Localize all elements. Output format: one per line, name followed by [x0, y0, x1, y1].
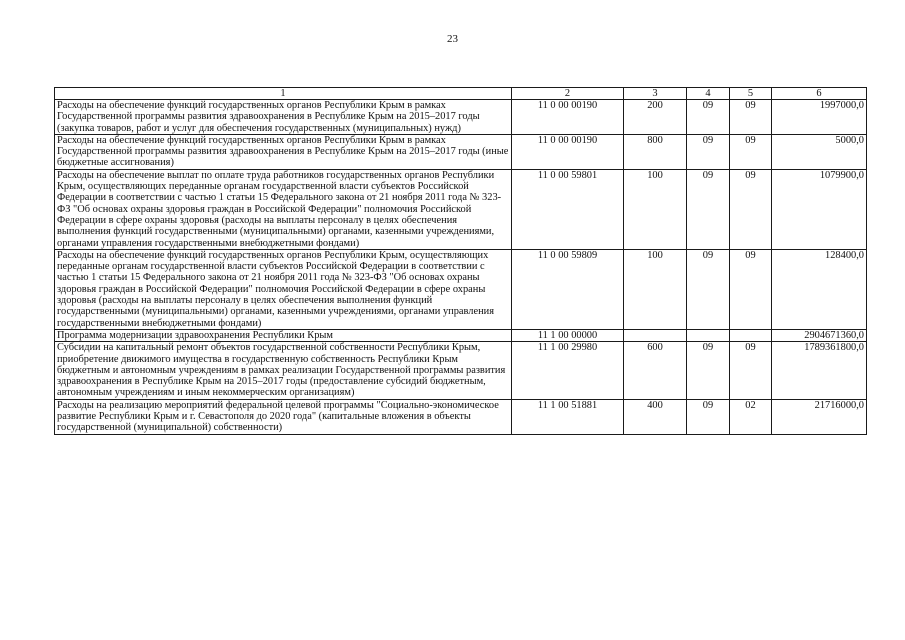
row-classification-code: 11 0 00 00190: [512, 134, 624, 169]
row-subsection: 09: [730, 169, 772, 249]
table-row: [55, 134, 867, 169]
table-body: [55, 100, 867, 435]
row-expense-type: 400: [624, 399, 687, 434]
row-expense-type: 800: [624, 134, 687, 169]
table-row: [55, 249, 867, 329]
page-number: 23: [447, 33, 458, 45]
row-subsection: [730, 329, 772, 341]
row-expense-type: 200: [624, 100, 687, 135]
row-description: Расходы на обеспечение функций государственных органов Республики Крым в рамках Государственной программы развития здравоохранения в Республике Крым на 2015–2017 годы (иные бюджетные ассигнования): [55, 134, 512, 169]
row-expense-type: 100: [624, 249, 687, 329]
row-section: 09: [687, 342, 730, 399]
row-classification-code: 11 1 00 00000: [512, 329, 624, 341]
column-header: 5: [730, 88, 772, 100]
row-section: [687, 329, 730, 341]
row-description: Субсидии на капитальный ремонт объектов государственной собственности Республики Крым, приобретение движимого имущества в государственную собственность Республики Крым бюджетным и автономным учреждениям в рамках реализации Государственной программы развития здравоохранения в Республике Крым на 2015–2017 годы (предоставление субсидий бюджетным, автономным учреждениям и иным некоммерческим организациям): [55, 342, 512, 399]
table-row: [55, 399, 867, 434]
row-subsection: 09: [730, 342, 772, 399]
row-section: 09: [687, 399, 730, 434]
row-amount: 21716000,0: [772, 399, 867, 434]
row-amount: 2904671360,0: [772, 329, 867, 341]
row-section: 09: [687, 169, 730, 249]
row-classification-code: 11 0 00 00190: [512, 100, 624, 135]
row-expense-type: 600: [624, 342, 687, 399]
row-amount: 1997000,0: [772, 100, 867, 135]
row-amount: 5000,0: [772, 134, 867, 169]
table-row: [55, 169, 867, 249]
row-subsection: 02: [730, 399, 772, 434]
row-classification-code: 11 1 00 51881: [512, 399, 624, 434]
row-subsection: 09: [730, 134, 772, 169]
row-section: 09: [687, 100, 730, 135]
row-classification-code: 11 0 00 59801: [512, 169, 624, 249]
table-row: [55, 342, 867, 399]
row-section: 09: [687, 249, 730, 329]
column-header: 6: [772, 88, 867, 100]
row-subsection: 09: [730, 249, 772, 329]
row-description: Расходы на обеспечение функций государственных органов Республики Крым в рамках Государственной программы развития здравоохранения в Республике Крым на 2015–2017 годы (закупка товаров, работ и услуг для обеспечения государственных (муниципальных) нужд): [55, 100, 512, 135]
row-description: Программа модернизации здравоохранения Республики Крым: [55, 329, 512, 341]
table-header-row: [55, 88, 867, 100]
row-expense-type: [624, 329, 687, 341]
table-row: [55, 329, 867, 341]
column-header: 1: [55, 88, 512, 100]
row-section: 09: [687, 134, 730, 169]
row-amount: 1789361800,0: [772, 342, 867, 399]
row-classification-code: 11 1 00 29980: [512, 342, 624, 399]
budget-table: [54, 87, 867, 435]
row-description: Расходы на обеспечение выплат по оплате труда работников государственных органов Республики Крым, осуществляющих переданные органам государственной власти субъектов Российской Федерации в соответствии с частью 1 статьи 15 Федерального закона от 21 ноября 2011 года № 323-ФЗ "Об основах охраны здоровья граждан в Российской Федерации" полномочия Российской Федерации в сфере охраны здоровья (расходы на выплаты персоналу в целях обеспечения выполнения функций государственными (муниципальными) органами, казенными учреждениями, органами управления государственными внебюджетными фондами): [55, 169, 512, 249]
row-description: Расходы на обеспечение функций государственных органов Республики Крым, осуществляющих переданные органам государственной власти субъектов Российской Федерации в соответствии с частью 1 статьи 15 Федерального закона от 21 ноября 2011 года № 323-ФЗ "Об основах охраны здоровья граждан в Российской Федерации" полномочия Российской Федерации в сфере охраны здоровья (расходы на выплаты персоналу в целях обеспечения выполнения функций государственными (муниципальными) органами, казенными учреждениями, органами управления государственными внебюджетными фондами): [55, 249, 512, 329]
row-amount: 1079900,0: [772, 169, 867, 249]
row-amount: 128400,0: [772, 249, 867, 329]
column-header: 4: [687, 88, 730, 100]
row-classification-code: 11 0 00 59809: [512, 249, 624, 329]
row-expense-type: 100: [624, 169, 687, 249]
column-header: 3: [624, 88, 687, 100]
column-header: 2: [512, 88, 624, 100]
row-description: Расходы на реализацию мероприятий федеральной целевой программы "Социально-экономическое развитие Республики Крым и г. Севастополя до 2020 года" (капитальные вложения в объекты государственной (муниципальной) собственности): [55, 399, 512, 434]
row-subsection: 09: [730, 100, 772, 135]
table-row: [55, 100, 867, 135]
